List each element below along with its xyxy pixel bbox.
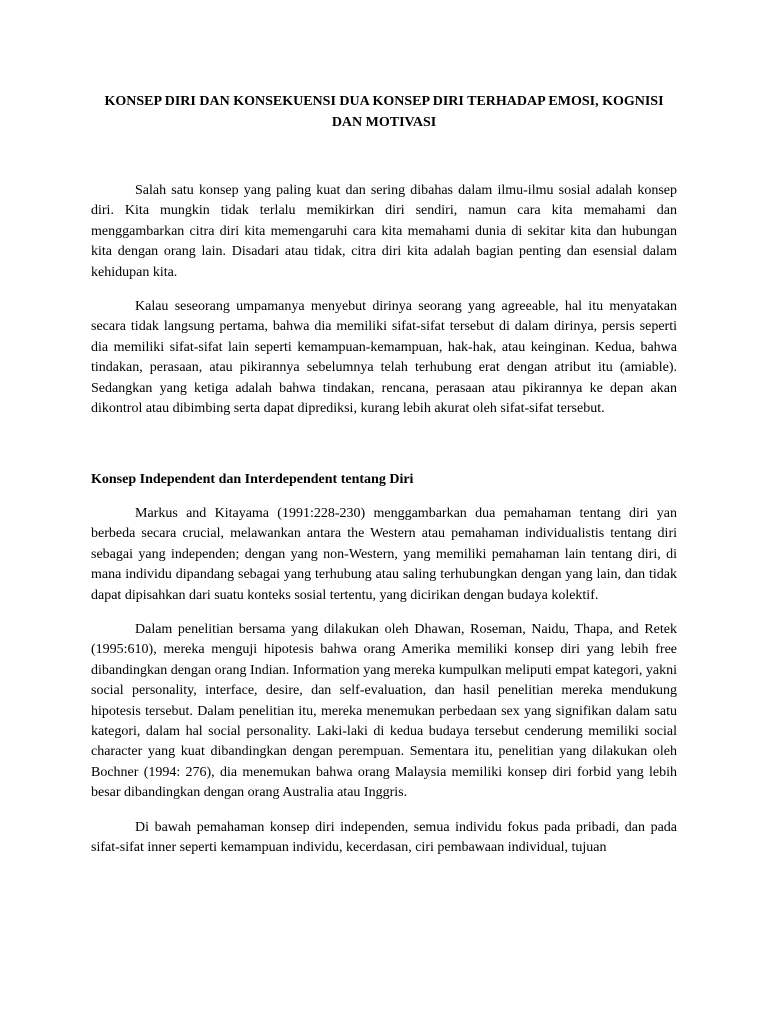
section-body <box>91 504 677 859</box>
intro-paragraph-2: Kalau seseorang umpamanya menyebut dirinya seorang yang agreeable, hal itu menyatakan secara tidak langsung pertama, bahwa dia memiliki sifat-sifat tersebut di dalam dirinya, persis seperti dia memiliki sifat-sifat lain seperti kemampuan-kemampuan, hak-hak, atau keinginan. Kedua, bahwa tindakan, perasaan, atau pikirannya sebelumnya telah terhubung erat dengan atribut itu (amiable). Sedangkan yang ketiga adalah bahwa tindakan, rencana, perasaan atau pikirannya ke depan akan dikontrol atau dibimbing serta dapat diprediksi, kurang lebih akurat oleh sifat-sifat tersebut. <box>91 299 677 417</box>
section-paragraph-1: Markus and Kitayama (1991:228-230) menggambarkan dua pemahaman tentang diri yan berbeda secara crucial, melawankan antara the Western atau pemahaman individualistis tentang diri sebagai yang independen; dengan yang non-Western, yang memiliki pemahaman lain tentang diri, di mana individu dipandang sebagai yang terhubung atau saling terhubungkan dengan yang lain, dan tidak dapat dipisahkan dari suatu konteks sosial tertentu, yang dicirikan dengan budaya kolektif. <box>91 505 677 603</box>
section-heading: Konsep Independent dan Interdependent tentang Diri <box>91 472 414 488</box>
section-paragraph-3: Di bawah pemahaman konsep diri independen, semua individu fokus pada pribadi, dan pada sifat-sifat inner seperti kemampuan individu, kecerdasan, ciri pembawaan individual, tujuan <box>91 819 677 855</box>
intro-paragraph-1: Salah satu konsep yang paling kuat dan sering dibahas dalam ilmu-ilmu sosial adalah konsep diri. Kita mungkin tidak terlalu memikirkan diri sendiri, namun cara kita memahami dan menggambarkan citra diri kita memengaruhi cara kita memahami dunia di sekitar kita dan hubungan kita dengan orang lain. Disadari atau tidak, citra diri kita adalah bagian penting dan esensial dalam kehidupan kita. <box>91 183 677 280</box>
document-page <box>91 92 677 872</box>
section-paragraph-2: Dalam penelitian bersama yang dilakukan oleh Dhawan, Roseman, Naidu, Thapa, and Retek (1995:610), mereka menguji hipotesis bahwa orang Amerika memiliki konsep diri yang lebih free dibandingkan dengan orang Indian. Information yang mereka kumpulkan meliputi empat kategori, yakni social personality, interface, desire, dan self-evaluation, dan hasil penelitian mereka mendukung hipotesis tersebut. Dalam penelitian itu, mereka menemukan perbedaan sex yang signifikan dalam satu kategori, dalam hal social personality. Laki-laki di kedua budaya tersebut cenderung memiliki social character yang kuat dibandingkan dengan perempuan. Sementara itu, penelitian yang dilakukan oleh Bochner (1994: 276), dia menemukan bahwa orang Malaysia memiliki konsep diri forbid yang lebih besar dibandingkan dengan orang Australia atau Inggris. <box>91 621 677 801</box>
document-title: KONSEP DIRI DAN KONSEKUENSI DUA KONSEP DIRI TERHADAP EMOSI, KOGNISI DAN MOTIVASI <box>104 94 664 130</box>
intro-section <box>91 181 677 419</box>
